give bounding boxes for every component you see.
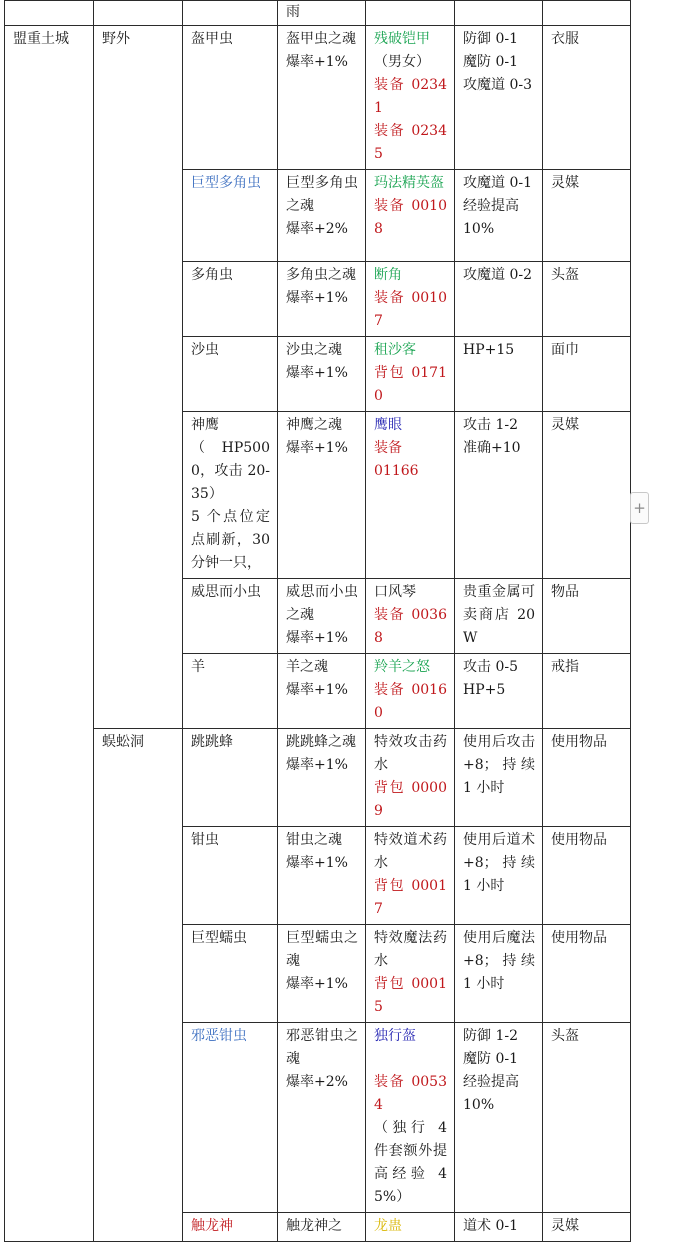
- cell-line: 龙蛊: [374, 1218, 402, 1234]
- cell-line: 01166: [374, 463, 419, 479]
- attribute-cell: [455, 412, 543, 579]
- attribute-cell: [455, 1213, 543, 1242]
- cell-line: 使用物品: [551, 734, 607, 750]
- region-cell: 盟重土城: [5, 26, 94, 1242]
- monster-cell: [183, 925, 278, 1023]
- cell-line: 盔甲虫: [191, 31, 233, 47]
- add-column-button[interactable]: +: [630, 492, 649, 524]
- cell-line: 鹰眼: [374, 417, 402, 433]
- soul-cell: [278, 729, 366, 827]
- attribute-cell: [455, 654, 543, 729]
- attribute-cell: [455, 827, 543, 925]
- attribute-cell: [455, 729, 543, 827]
- cell-line: 背包 01710: [374, 365, 447, 404]
- cell-line: 爆率+1%: [286, 630, 348, 646]
- cell-line: 装备 00108: [374, 198, 447, 237]
- cell-line: 跳跳蜂: [191, 734, 233, 750]
- table-cell: [94, 1, 183, 26]
- cell-line: 爆率+1%: [286, 290, 348, 306]
- cell-line: 攻魔道 0-3: [463, 77, 532, 93]
- table-row: [5, 729, 631, 827]
- cell-line: 背包 00009: [374, 780, 447, 819]
- cell-line: 爆率+2%: [286, 1074, 348, 1090]
- drop-cell: [366, 729, 455, 827]
- drop-cell: [366, 925, 455, 1023]
- cell-line: 装备 00368: [374, 607, 447, 646]
- cell-line: 物品: [551, 584, 579, 600]
- cell-line: 防御 0-1: [463, 31, 518, 47]
- soul-cell: [278, 654, 366, 729]
- cell-line: 使用后魔法+8；持续 1 小时: [463, 930, 535, 992]
- cell-line: 爆率+1%: [286, 440, 348, 456]
- cell-line: 邪恶钳虫之魂: [286, 1028, 358, 1067]
- cell-line: 装备 02341: [374, 77, 447, 116]
- cell-line: 衣服: [551, 31, 579, 47]
- cell-line: 钳虫: [191, 832, 219, 848]
- cell-line: 经验提高: [463, 198, 519, 214]
- cell-line: 特效攻击药水: [374, 734, 447, 773]
- cell-line: 触龙神: [191, 1218, 233, 1234]
- cell-line: 攻魔道 0-1: [463, 175, 532, 191]
- cell-line: HP+15: [463, 342, 515, 358]
- type-cell: [543, 337, 631, 412]
- cell-line: 使用物品: [551, 832, 607, 848]
- drop-cell: [366, 412, 455, 579]
- drop-cell: [366, 579, 455, 654]
- cell-line: 租沙客: [374, 342, 416, 358]
- type-cell: [543, 925, 631, 1023]
- cell-line: 攻击 0-5: [463, 659, 518, 675]
- table-cell: [543, 1, 631, 26]
- monster-cell: [183, 729, 278, 827]
- attribute-cell: [455, 337, 543, 412]
- table-row: [5, 26, 631, 170]
- drop-cell: [366, 1213, 455, 1242]
- cell-line: 头盔: [551, 267, 579, 283]
- soul-cell: [278, 412, 366, 579]
- cell-line: 装备: [374, 440, 402, 456]
- cell-line: 灵媒: [551, 417, 579, 433]
- drop-table: [4, 0, 631, 1242]
- cell-line: 邪恶钳虫: [191, 1028, 247, 1044]
- cell-line: 道术 0-1: [463, 1218, 518, 1234]
- soul-cell: [278, 337, 366, 412]
- cell-line: （男女）: [374, 54, 430, 70]
- cell-line: 灵媒: [551, 175, 579, 191]
- cell-line: 准确+10: [463, 440, 521, 456]
- cell-line: 巨型多角虫: [191, 175, 261, 191]
- soul-cell: [278, 827, 366, 925]
- soul-cell: [278, 262, 366, 337]
- area-cell: 野外: [94, 26, 183, 729]
- cell-line: 防御 1-2: [463, 1028, 518, 1044]
- cell-line: 背包 00015: [374, 976, 447, 1015]
- attribute-cell: [455, 170, 543, 262]
- attribute-cell: [455, 26, 543, 170]
- cell-line: （HP5000，攻击 20-35）: [191, 440, 270, 502]
- cell-line: 攻魔道 0-2: [463, 267, 532, 283]
- type-cell: [543, 26, 631, 170]
- cell-line: 多角虫之魂: [286, 267, 356, 283]
- cell-line: 钳虫之魂: [286, 832, 342, 848]
- table-cell: 雨: [278, 1, 366, 26]
- cell-line: 威思而小虫之魂: [286, 584, 358, 623]
- monster-cell: [183, 579, 278, 654]
- attribute-cell: [455, 1023, 543, 1213]
- monster-cell: [183, 412, 278, 579]
- type-cell: [543, 579, 631, 654]
- cell-line: 神鹰之魂: [286, 417, 342, 433]
- cell-line: 特效道术药水: [374, 832, 447, 871]
- cell-line: 触龙神之: [286, 1218, 342, 1234]
- cell-line: 爆率+1%: [286, 365, 348, 381]
- monster-cell: [183, 654, 278, 729]
- table-row: [5, 1, 631, 26]
- cell-line: 装备 00534: [374, 1074, 447, 1113]
- monster-cell: [183, 26, 278, 170]
- cell-line: 残破铠甲: [374, 31, 430, 47]
- cell-line: 魔防 0-1: [463, 1051, 518, 1067]
- drop-cell: [366, 1023, 455, 1213]
- monster-cell: [183, 170, 278, 262]
- cell-line: 装备 02345: [374, 123, 447, 162]
- type-cell: [543, 827, 631, 925]
- cell-line: 爆率+1%: [286, 757, 348, 773]
- table-cell: [183, 1, 278, 26]
- type-cell: [543, 1023, 631, 1213]
- cell-line: 爆率+1%: [286, 682, 348, 698]
- cell-line: 爆率+1%: [286, 54, 348, 70]
- cell-line: 爆率+2%: [286, 221, 348, 237]
- type-cell: [543, 729, 631, 827]
- cell-line: （独行 4 件套额外提高经验 45%）: [374, 1120, 447, 1205]
- table-cell: [366, 1, 455, 26]
- cell-line: 多角虫: [191, 267, 233, 283]
- soul-cell: [278, 26, 366, 170]
- cell-line: 爆率+1%: [286, 855, 348, 871]
- cell-line: 巨型蠕虫之魂: [286, 930, 358, 969]
- cell-line: 经验提高: [463, 1074, 519, 1090]
- cell-line: 爆率+1%: [286, 976, 348, 992]
- cell-line: 神鹰: [191, 417, 219, 433]
- drop-cell: [366, 337, 455, 412]
- cell-line: 装备 00107: [374, 290, 447, 329]
- cell-line: 独行盔: [374, 1028, 416, 1044]
- cell-line: 装备 00160: [374, 682, 447, 721]
- soul-cell: [278, 1023, 366, 1213]
- cell-line: 10%: [463, 221, 495, 237]
- cell-line: 巨型蠕虫: [191, 930, 247, 946]
- cell-line: 特效魔法药水: [374, 930, 447, 969]
- monster-cell: [183, 337, 278, 412]
- cell-line: 使用后攻击+8；持续 1 小时: [463, 734, 535, 796]
- soul-cell: [278, 579, 366, 654]
- type-cell: [543, 654, 631, 729]
- cell-line: 玛法精英盔: [374, 175, 444, 191]
- drop-cell: [366, 654, 455, 729]
- area-cell: 蜈蚣洞: [94, 729, 183, 1242]
- cell-line: 巨型多角虫之魂: [286, 175, 358, 214]
- attribute-cell: [455, 925, 543, 1023]
- cell-line: 魔防 0-1: [463, 54, 518, 70]
- drop-cell: [366, 827, 455, 925]
- monster-cell: [183, 1213, 278, 1242]
- cell-line: 戒指: [551, 659, 579, 675]
- cell-line: 面巾: [551, 342, 579, 358]
- drop-cell: [366, 262, 455, 337]
- drop-cell: [366, 26, 455, 170]
- monster-cell: [183, 827, 278, 925]
- cell-line: 沙虫之魂: [286, 342, 342, 358]
- type-cell: [543, 262, 631, 337]
- table-cell: [455, 1, 543, 26]
- cell-line: 灵媒: [551, 1218, 579, 1234]
- cell-line: 威思而小虫: [191, 584, 261, 600]
- cell-line: 沙虫: [191, 342, 219, 358]
- cell-line: 贵重金属可卖商店 20W: [463, 584, 535, 646]
- soul-cell: [278, 170, 366, 262]
- cell-line: 羊: [191, 659, 205, 675]
- drop-cell: [366, 170, 455, 262]
- attribute-cell: [455, 262, 543, 337]
- cell-line: HP+5: [463, 682, 506, 698]
- monster-cell: [183, 1023, 278, 1213]
- cell-line: [374, 1048, 447, 1071]
- type-cell: [543, 1213, 631, 1242]
- cell-line: 盔甲虫之魂: [286, 31, 356, 47]
- cell-line: 使用后道术+8；持续 1 小时: [463, 832, 535, 894]
- cell-line: 跳跳蜂之魂: [286, 734, 356, 750]
- cell-line: 口风琴: [374, 584, 416, 600]
- soul-cell: [278, 1213, 366, 1242]
- monster-cell: [183, 262, 278, 337]
- cell-line: 羊之魂: [286, 659, 328, 675]
- type-cell: [543, 170, 631, 262]
- type-cell: [543, 412, 631, 579]
- cell-line: 断角: [374, 267, 402, 283]
- cell-line: 羚羊之怒: [374, 659, 430, 675]
- cell-line: 攻击 1-2: [463, 417, 518, 433]
- attribute-cell: [455, 579, 543, 654]
- cell-line: 10%: [463, 1097, 495, 1113]
- soul-cell: [278, 925, 366, 1023]
- cell-line: 5 个点位定点刷新，30 分钟一只，: [191, 509, 270, 571]
- table-cell: [5, 1, 94, 26]
- cell-line: 头盔: [551, 1028, 579, 1044]
- cell-line: 背包 00017: [374, 878, 447, 917]
- cell-line: 使用物品: [551, 930, 607, 946]
